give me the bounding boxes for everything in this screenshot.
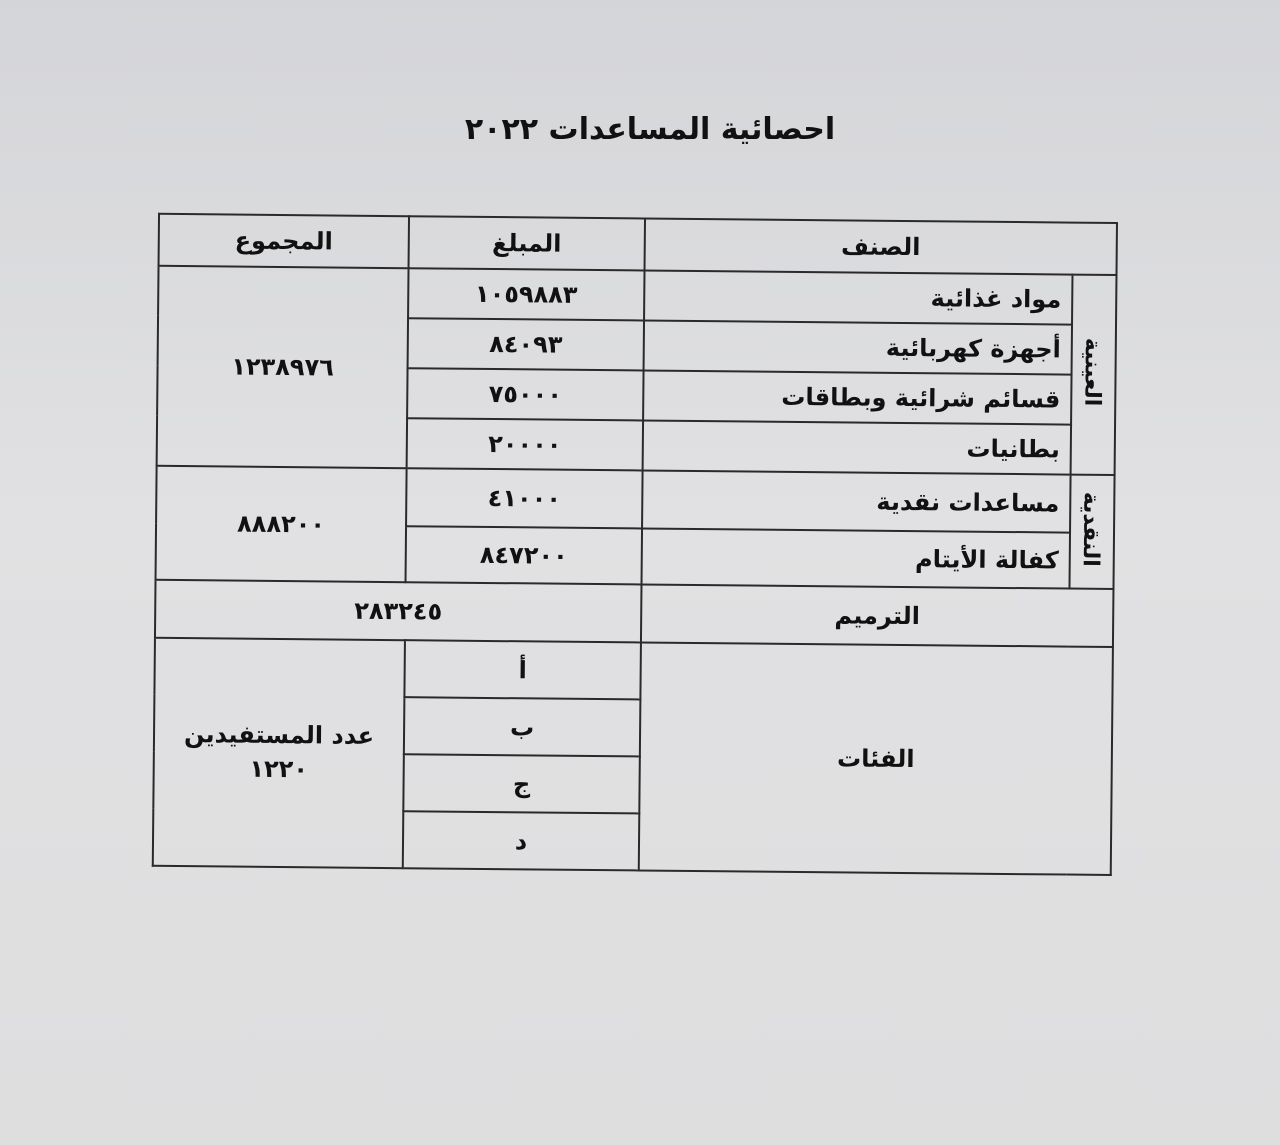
table-row <box>156 466 1115 533</box>
category-letter: ج <box>403 754 640 813</box>
item-name: أجهزة كهربائية <box>644 320 1072 374</box>
beneficiaries-cell <box>153 638 405 868</box>
category-letter: ب <box>404 697 641 756</box>
group-total-cash: ٨٨٨٢٠٠ <box>156 466 407 582</box>
item-amount: ١٠٥٩٨٨٣ <box>408 268 644 320</box>
renovation-label: الترميم <box>641 584 1114 647</box>
page-title: احصائية المساعدات ٢٠٢٢ <box>464 112 836 147</box>
header-amount: المبلغ <box>409 216 645 270</box>
item-name: مساعدات نقدية <box>642 470 1071 532</box>
table-header-row <box>159 214 1117 275</box>
item-amount: ٤١٠٠٠ <box>406 468 643 528</box>
renovation-amount: ٢٨٣٢٤٥ <box>155 580 642 643</box>
table-row <box>154 638 1113 704</box>
beneficiaries-label: عدد المستفيدين <box>183 720 375 751</box>
categories-label: الفئات <box>639 642 1113 875</box>
group-label-cash: النقدية <box>1069 475 1114 589</box>
item-name: مواد غذائية <box>644 270 1072 324</box>
group-label-inkind: العينية <box>1071 275 1117 475</box>
group-total-inkind: ١٢٣٨٩٧٦ <box>157 266 409 468</box>
item-name: قسائم شرائية وبطاقات <box>643 370 1071 424</box>
statistics-sheet <box>152 213 1116 876</box>
item-amount: ٧٥٠٠٠ <box>407 368 643 420</box>
aid-statistics-table <box>152 213 1118 876</box>
item-name: بطانيات <box>643 420 1071 474</box>
category-letter: د <box>403 811 640 870</box>
item-name: كفالة الأيتام <box>641 528 1070 588</box>
item-amount: ٨٤٠٩٣ <box>408 318 644 370</box>
table-row <box>158 266 1116 325</box>
category-letter: أ <box>404 640 641 699</box>
item-amount: ٨٤٧٢٠٠ <box>406 526 643 584</box>
header-category: الصنف <box>645 218 1117 275</box>
beneficiaries-count: ١٢٢٠ <box>249 754 309 784</box>
table-row <box>155 580 1114 647</box>
item-amount: ٢٠٠٠٠ <box>407 418 643 470</box>
header-total: المجموع <box>159 214 409 268</box>
